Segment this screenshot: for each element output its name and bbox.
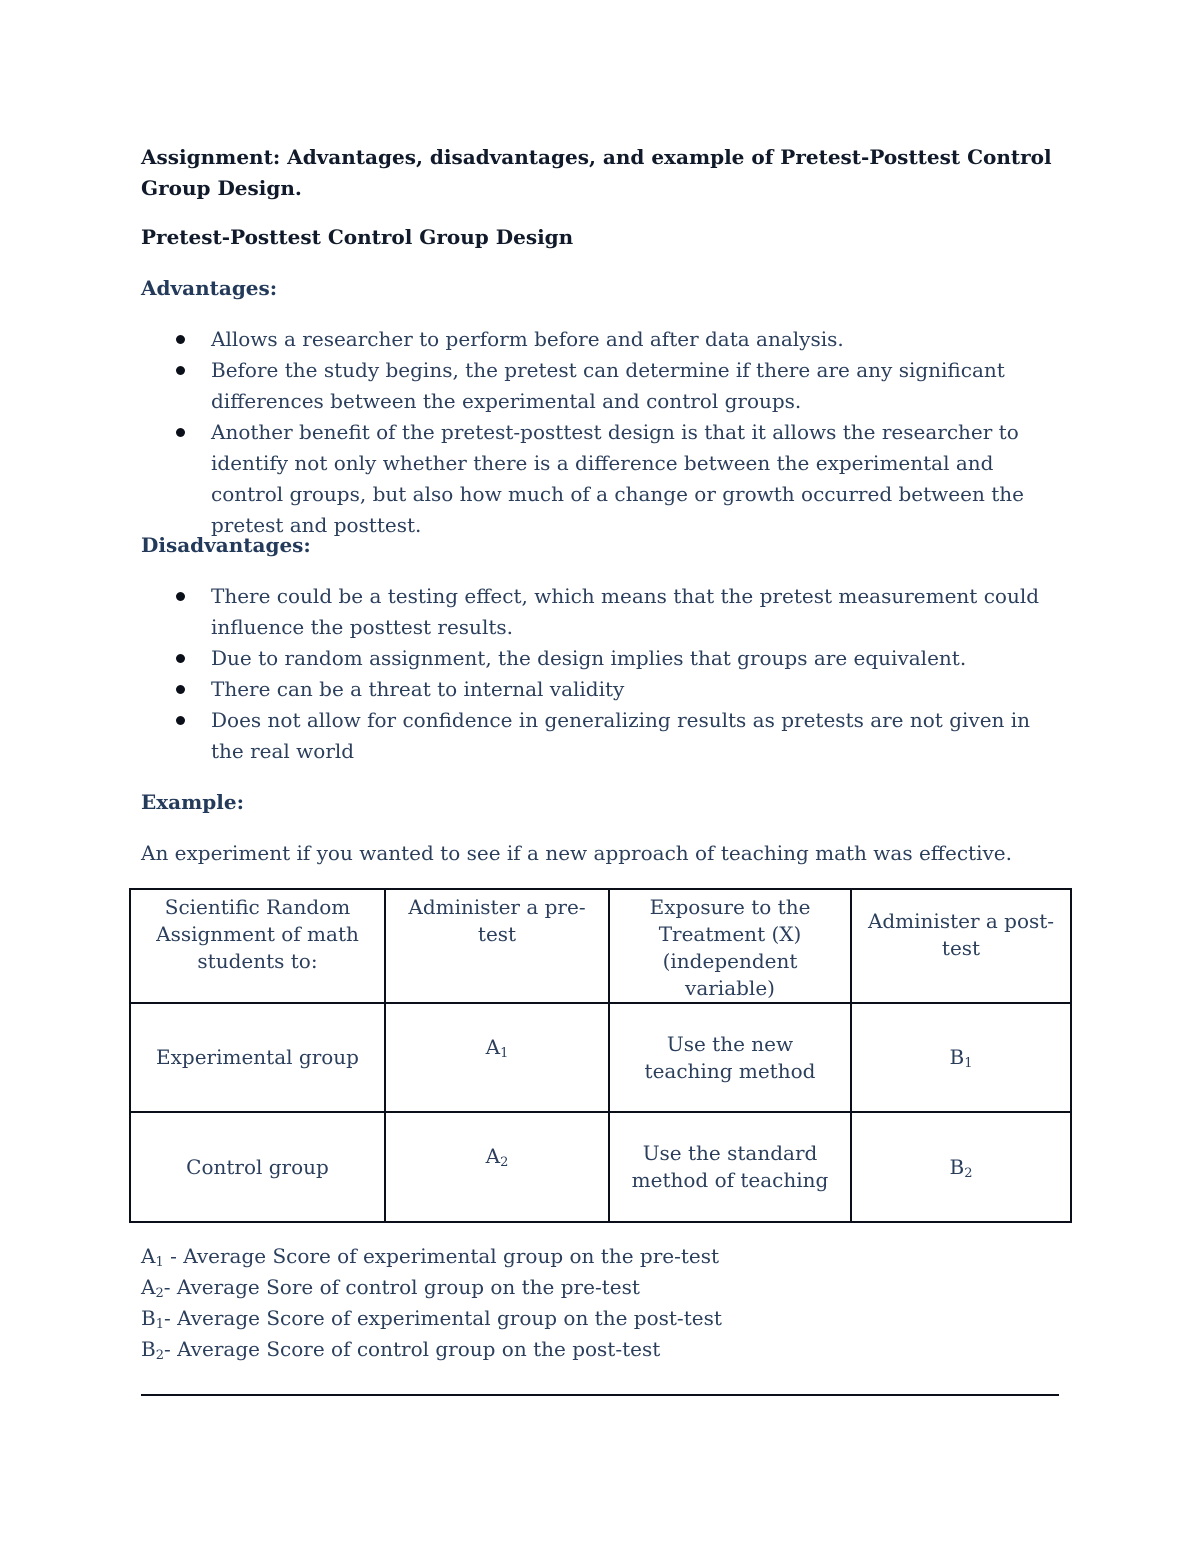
legend-subscript: 2 — [155, 1286, 164, 1301]
disadvantage-text: There could be a testing effect, which means that the pretest measurement could influence the posttest results. — [211, 584, 1040, 639]
posttest-letter: B — [949, 1154, 965, 1179]
advantages-list — [141, 324, 1061, 541]
table-header-row — [130, 889, 1071, 1003]
disadvantage-text: Due to random assignment, the design implies that groups are equivalent. — [211, 646, 967, 670]
group-cell: Control group — [130, 1112, 385, 1222]
list-item — [141, 705, 1061, 767]
legend-line — [141, 1241, 722, 1272]
table-row — [130, 1112, 1071, 1222]
design-table — [129, 888, 1072, 1223]
legend-line — [141, 1272, 722, 1303]
legend-text: - Average Score of experimental group on the pre-test — [163, 1244, 720, 1268]
bullet-icon — [176, 366, 185, 375]
legend-subscript: 1 — [155, 1255, 164, 1270]
example-intro: An experiment if you wanted to see if a new approach of teaching math was effective. — [141, 841, 1012, 865]
bullet-icon — [176, 335, 185, 344]
list-item — [141, 324, 1061, 355]
bullet-icon — [176, 716, 185, 725]
legend-text: - Average Score of experimental group on the post-test — [163, 1306, 722, 1330]
advantage-text: Allows a researcher to perform before and after data analysis. — [211, 327, 844, 351]
advantages-heading: Advantages: — [141, 276, 278, 300]
disadvantages-list — [141, 581, 1061, 767]
list-item — [141, 674, 1061, 705]
legend-letter: B — [141, 1306, 156, 1330]
posttest-cell — [851, 1112, 1071, 1222]
disadvantage-text: There can be a threat to internal validity — [211, 677, 625, 701]
bullet-icon — [176, 654, 185, 663]
posttest-subscript: 1 — [964, 1056, 973, 1071]
pretest-cell — [385, 1112, 609, 1222]
list-item — [141, 417, 1061, 541]
legend-line — [141, 1303, 722, 1334]
legend-text: - Average Score of control group on the post-test — [163, 1337, 661, 1361]
example-heading: Example: — [141, 790, 244, 814]
pretest-letter: A — [485, 1144, 501, 1168]
list-item — [141, 581, 1061, 643]
horizontal-divider — [141, 1394, 1059, 1396]
pretest-letter: A — [485, 1035, 501, 1059]
advantage-text: Another benefit of the pretest-posttest design is that it allows the researcher to identify not only whether there is a difference between the experimental and control groups, but also how much of a change or growth occurred between the pretest and posttest. — [211, 420, 1024, 537]
header-cell-treatment: Exposure to the Treatment (X) (independent variable) — [609, 889, 851, 1003]
header-cell-pretest: Administer a pre-test — [385, 889, 609, 1003]
bullet-icon — [176, 685, 185, 694]
disadvantage-text: Does not allow for confidence in generalizing results as pretests are not given in the real world — [211, 708, 1031, 763]
bullet-icon — [176, 428, 185, 437]
legend-line — [141, 1334, 722, 1365]
pretest-subscript: 1 — [500, 1046, 509, 1061]
design-subtitle: Pretest-Posttest Control Group Design — [141, 225, 574, 249]
posttest-subscript: 2 — [964, 1165, 973, 1181]
bullet-icon — [176, 592, 185, 601]
list-item — [141, 643, 1061, 674]
advantage-text: Before the study begins, the pretest can determine if there are any significant differences between the experimental and control groups. — [211, 358, 1005, 413]
pretest-subscript: 2 — [500, 1155, 509, 1170]
list-item — [141, 355, 1061, 417]
table-row — [130, 1003, 1071, 1112]
assignment-title: Assignment: Advantages, disadvantages, and example of Pretest-Posttest Control Group Design. — [141, 145, 1052, 200]
treatment-cell: Use the new teaching method — [609, 1003, 851, 1112]
posttest-cell — [851, 1003, 1071, 1112]
pretest-cell — [385, 1003, 609, 1112]
score-legend — [141, 1241, 722, 1365]
legend-letter: B — [141, 1337, 156, 1361]
legend-letter: A — [141, 1244, 156, 1268]
header-cell-posttest: Administer a post-test — [851, 889, 1071, 1003]
legend-letter: A — [141, 1275, 156, 1299]
group-cell: Experimental group — [130, 1003, 385, 1112]
legend-subscript: 2 — [155, 1348, 164, 1363]
posttest-letter: B — [949, 1045, 965, 1069]
header-cell-assignment: Scientific Random Assignment of math students to: — [130, 889, 385, 1003]
treatment-cell: Use the standard method of teaching — [609, 1112, 851, 1222]
legend-subscript: 1 — [155, 1317, 164, 1332]
legend-text: - Average Sore of control group on the pre-test — [163, 1275, 640, 1299]
disadvantages-heading: Disadvantages: — [141, 533, 311, 557]
